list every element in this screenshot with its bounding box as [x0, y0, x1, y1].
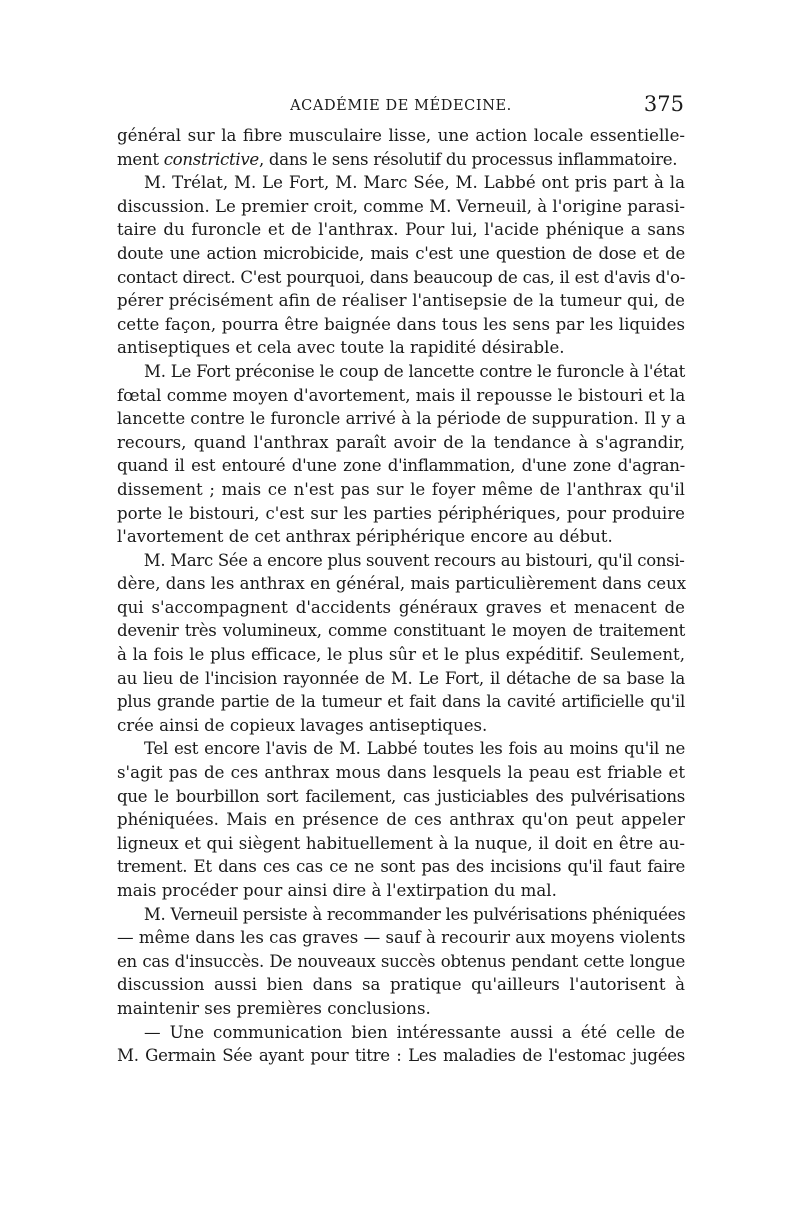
text-line: doute une action microbicide, mais c'est une question de dose et de	[117, 243, 685, 263]
text-line: phéniquées. Mais en présence de ces anthrax qu'on peut appeler	[117, 810, 685, 830]
body-text	[117, 124, 685, 1068]
paragraph	[117, 1021, 685, 1068]
text-line: M. Verneuil persiste à recommander les pulvérisations phéniquées	[143, 904, 686, 924]
text-line: M. Marc Sée a encore plus souvent recours au bistouri, qu'il consi-	[143, 550, 685, 570]
text-line: fœtal comme moyen d'avortement, mais il repousse le bistouri et la	[117, 385, 686, 405]
text-line: M. Trélat, M. Le Fort, M. Marc Sée, M. Labbé ont pris part à la	[144, 173, 685, 193]
running-title: ACADÉMIE DE MÉDECINE.	[290, 98, 512, 114]
text-line: Tel est encore l'avis de M. Labbé toutes les fois au moins qu'il ne	[144, 739, 685, 759]
text-line: s'agit pas de ces anthrax mous dans lesquels la peau est friable et	[117, 763, 685, 783]
text-line: plus grande partie de la tumeur et fait dans la cavité artificielle qu'il	[117, 692, 685, 712]
text-line: maintenir ses premières conclusions.	[117, 998, 431, 1018]
text-line: M. Germain Sée ayant pour titre : Les maladies de l'estomac jugées	[117, 1046, 685, 1066]
paragraph	[117, 360, 685, 549]
text-line: lancette contre le furoncle arrivé à la période de suppuration. Il y a	[117, 409, 686, 429]
emphasis: constrictive	[163, 149, 259, 169]
text-line: quand il est entouré d'une zone d'inflammation, d'une zone d'agran-	[117, 456, 685, 476]
text-line: l'avortement de cet anthrax périphérique encore au début.	[117, 527, 613, 547]
text-line: devenir très volumineux, comme constituant le moyen de traitement	[117, 621, 685, 641]
text-line: qui s'accompagnent d'accidents généraux graves et menacent de	[117, 597, 685, 617]
paragraph	[117, 903, 685, 1021]
page-number: 375	[643, 92, 684, 116]
text-line: au lieu de l'incision rayonnée de M. Le Fort, il détache de sa base la	[117, 668, 685, 688]
text-line: antiseptiques et cela avec toute la rapidité désirable.	[117, 338, 565, 358]
text-line: crée ainsi de copieux lavages antiseptiques.	[117, 715, 488, 735]
paragraph	[117, 171, 685, 360]
paragraph	[117, 737, 685, 902]
paragraph	[117, 124, 685, 171]
text-line: taire du furoncle et de l'anthrax. Pour lui, l'acide phénique a sans	[117, 220, 685, 240]
text-line: général sur la fibre musculaire lisse, une action locale essentielle-	[117, 126, 685, 145]
text-line: contact direct. C'est pourquoi, dans beaucoup de cas, il est d'avis d'o-	[117, 267, 685, 287]
text-line: dissement ; mais ce n'est pas sur le foyer même de l'anthrax qu'il	[117, 479, 685, 499]
text-line: dère, dans les anthrax en général, mais particulièrement dans ceux	[117, 574, 687, 594]
text-line: — même dans les cas graves — sauf à recourir aux moyens violents	[117, 928, 686, 948]
text-line: recours, quand l'anthrax paraît avoir de la tendance à s'agrandir,	[117, 432, 685, 452]
text-line: — Une communication bien intéressante aussi a été celle de	[144, 1022, 685, 1042]
text-line: M. Le Fort préconise le coup de lancette contre le furoncle à l'état	[144, 361, 685, 381]
text-line: discussion. Le premier croit, comme M. Verneuil, à l'origine parasi-	[117, 196, 685, 216]
text-line: cette façon, pourra être baignée dans tous les sens par les liquides	[117, 314, 685, 334]
text-line: mais procéder pour ainsi dire à l'extirpation du mal.	[117, 881, 557, 900]
running-header	[118, 92, 684, 124]
paragraph	[117, 549, 685, 738]
text-line: porte le bistouri, c'est sur les parties périphériques, pour produire	[117, 503, 685, 523]
text-line: que le bourbillon sort facilement, cas justiciables des pulvérisations	[117, 786, 685, 806]
text-line: discussion aussi bien dans sa pratique qu'ailleurs l'autorisent à	[117, 975, 685, 995]
text-line: ment constrictive, dans le sens résolutif du processus inflammatoire.	[117, 149, 678, 169]
text-line: à la fois le plus efficace, le plus sûr et le plus expéditif. Seulement,	[117, 645, 685, 665]
text-line: pérer précisément afin de réaliser l'antisepsie de la tumeur qui, de	[117, 291, 685, 311]
text-line: ligneux et qui siègent habituellement à la nuque, il doit en être au-	[117, 833, 685, 853]
text-line: trement. Et dans ces cas ce ne sont pas des incisions qu'il faut faire	[117, 857, 685, 877]
text-line: en cas d'insuccès. De nouveaux succès obtenus pendant cette longue	[117, 951, 685, 971]
